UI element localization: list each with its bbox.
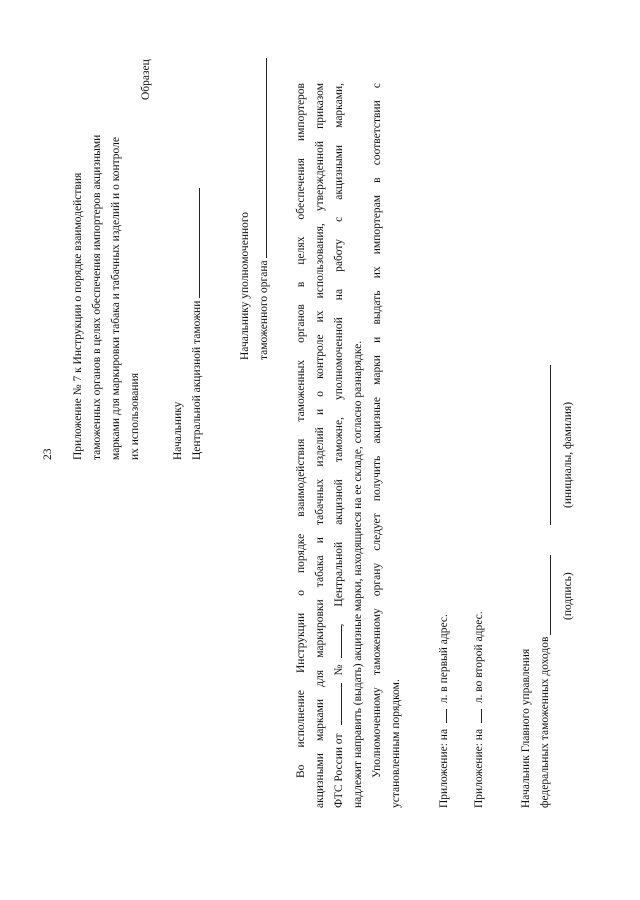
sample-label: Образец: [140, 59, 152, 100]
body-text: ФТС России от: [333, 733, 345, 808]
attachment-suffix: л. во второй адрес.: [473, 611, 485, 704]
appendix-line: их использования: [129, 373, 141, 460]
attachment-suffix: л. в первый адрес.: [438, 614, 450, 704]
body-line: [331, 83, 347, 808]
body-line: Уполномоченному таможенному органу следует получить акцизные марки и выдать их импортерам в соответствии с: [371, 83, 383, 778]
addressee-line: Начальнику уполномоченного: [239, 211, 251, 360]
page-number: 23: [42, 448, 54, 460]
name-line: [550, 365, 551, 525]
body-text: , Центральной акцизной таможне, уполномоченной на работу с акцизными марками,: [333, 83, 345, 627]
addressee-line: Начальнику: [172, 401, 184, 460]
date-fill-line: [341, 683, 342, 725]
sheets-fill-line: [481, 709, 482, 723]
signatory-title-line: федеральных таможенных доходов: [539, 636, 551, 808]
attachment-prefix: Приложение: на: [438, 728, 450, 808]
body-line: установленным порядком.: [390, 679, 402, 808]
attachment-prefix: Приложение: на: [473, 728, 485, 808]
body-line: акцизными марками для маркировки табака и табачных изделий и о контроле их использования, утвержденной приказом: [314, 83, 326, 808]
appendix-line: марками для маркировки табака и табачных изделий и о контроле: [110, 137, 122, 460]
fill-line: [199, 188, 200, 298]
addressee-line: [256, 58, 272, 360]
addressee-line: [189, 188, 205, 460]
signature-caption: (подпись): [562, 572, 574, 620]
attachment-first-address: [436, 614, 452, 808]
attachment-second-address: [471, 611, 487, 808]
number-fill-line: [341, 626, 342, 658]
signatory-title-line: Начальник Главного управления: [520, 648, 532, 808]
name-caption: (инициалы, фамилия): [562, 401, 574, 508]
addressee-text: таможенного органа: [258, 260, 270, 360]
appendix-line: таможенных органов в целях обеспечения импортеров акцизными: [91, 134, 103, 460]
body-line: надлежит направить (выдать) акцизные марки, находящиеся на ее складе, согласно разнарядке.: [352, 340, 364, 808]
sheets-fill-line: [446, 709, 447, 723]
fill-line: [266, 58, 267, 258]
appendix-line: Приложение № 7 к Инструкции о порядке взаимодействия: [72, 172, 84, 460]
addressee-text: Центральной акцизной таможни: [191, 300, 203, 460]
body-line: Во исполнение Инструкции о порядке взаимодействия таможенных органов в целях обеспечения импортеров: [295, 83, 307, 778]
number-sign: №: [333, 664, 345, 676]
signature-line: [550, 555, 551, 635]
